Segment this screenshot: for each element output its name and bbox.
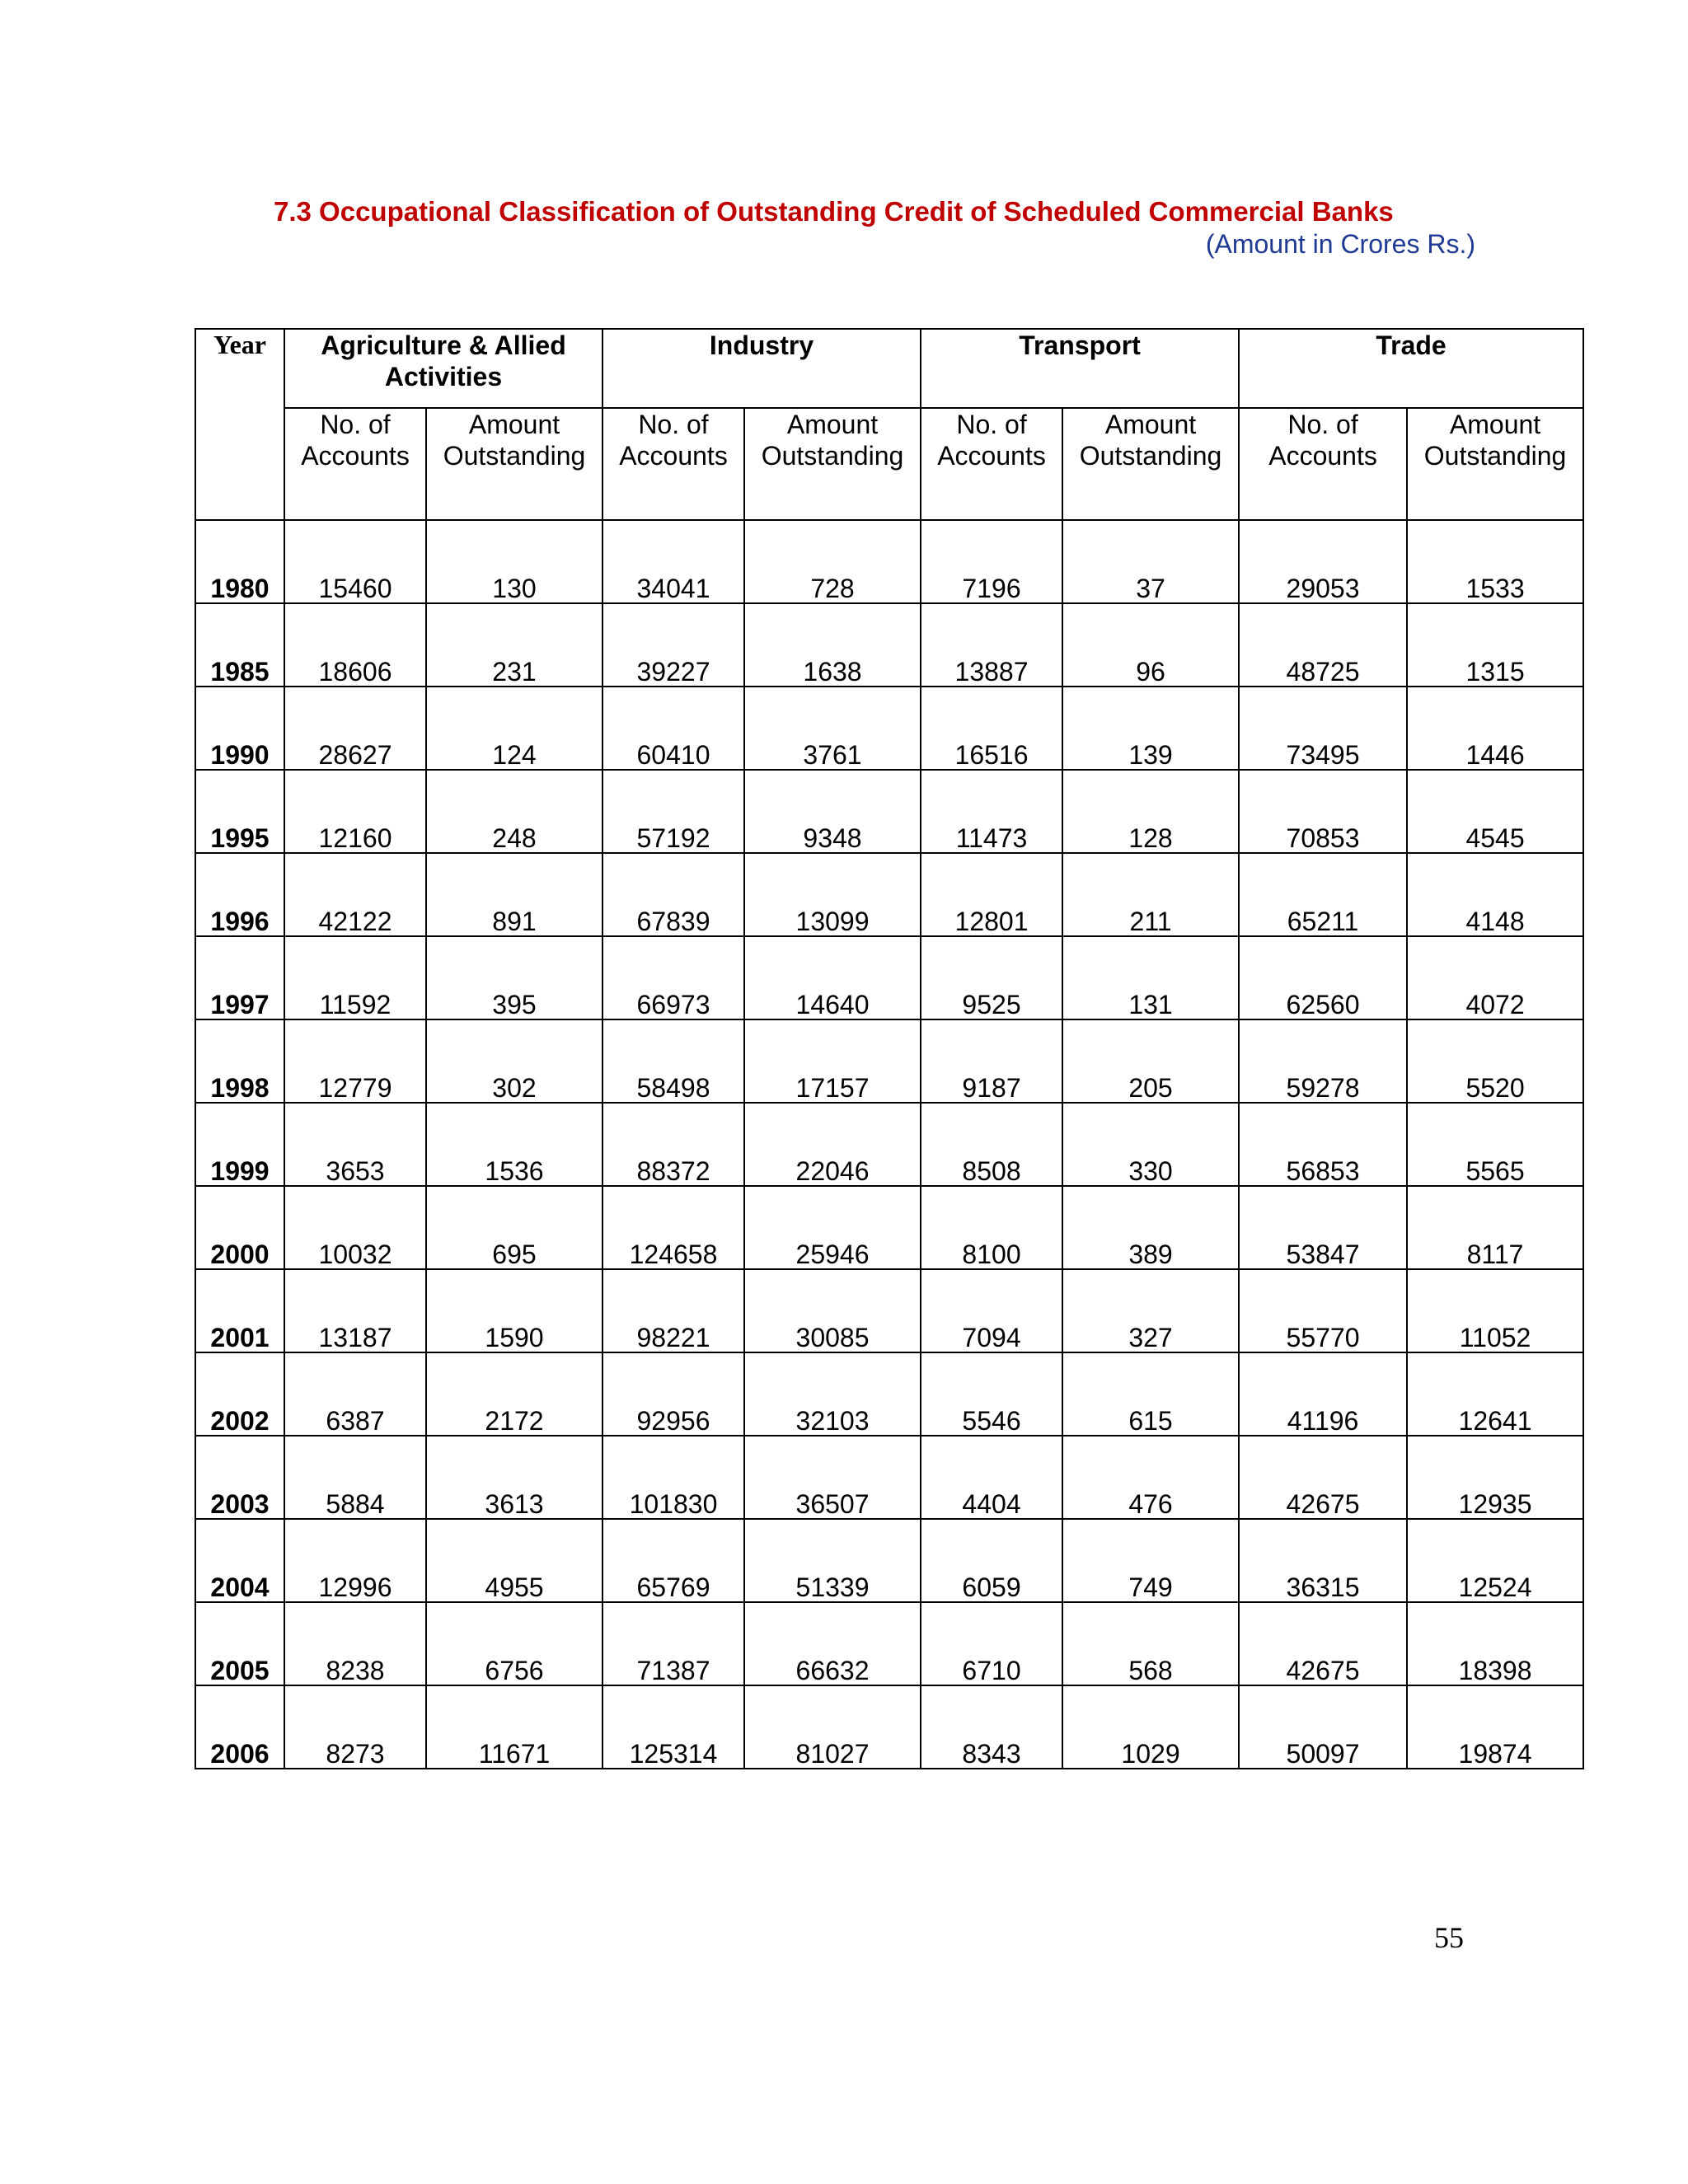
accounts-cell: 6710 (921, 1602, 1062, 1685)
accounts-cell: 12779 (284, 1019, 426, 1103)
year-cell: 2006 (195, 1685, 284, 1769)
table-row (195, 520, 1583, 603)
amount-cell: 695 (426, 1186, 603, 1269)
accounts-cell: 8343 (921, 1685, 1062, 1769)
table-row (195, 1019, 1583, 1103)
accounts-cell: 9525 (921, 936, 1062, 1019)
accounts-cell: 56853 (1239, 1103, 1407, 1186)
accounts-cell: 66973 (603, 936, 744, 1019)
table-row (195, 1103, 1583, 1186)
accounts-cell: 8100 (921, 1186, 1062, 1269)
amount-cell: 1446 (1407, 687, 1583, 770)
accounts-cell: 42675 (1239, 1602, 1407, 1685)
amount-cell: 231 (426, 603, 603, 687)
amount-cell: 4955 (426, 1519, 603, 1602)
accounts-cell: 57192 (603, 770, 744, 853)
year-cell: 2000 (195, 1186, 284, 1269)
amount-cell: 30085 (744, 1269, 921, 1352)
amount-cell: 37 (1062, 520, 1239, 603)
sub-header-amount: Amount Outstanding (1062, 408, 1239, 520)
table-row (195, 853, 1583, 936)
sub-header-accounts: No. of Accounts (1239, 408, 1407, 520)
page-number: 55 (1434, 1921, 1464, 1954)
accounts-cell: 11592 (284, 936, 426, 1019)
accounts-cell: 9187 (921, 1019, 1062, 1103)
amount-cell: 11052 (1407, 1269, 1583, 1352)
amount-cell: 891 (426, 853, 603, 936)
year-cell: 1996 (195, 853, 284, 936)
accounts-cell: 70853 (1239, 770, 1407, 853)
accounts-cell: 12996 (284, 1519, 426, 1602)
table-body (195, 520, 1583, 1769)
amount-cell: 14640 (744, 936, 921, 1019)
amount-cell: 1536 (426, 1103, 603, 1186)
amount-cell: 139 (1062, 687, 1239, 770)
accounts-cell: 3653 (284, 1103, 426, 1186)
amount-unit-note: (Amount in Crores Rs.) (1205, 229, 1475, 259)
accounts-cell: 8508 (921, 1103, 1062, 1186)
accounts-cell: 8273 (284, 1685, 426, 1769)
amount-cell: 302 (426, 1019, 603, 1103)
amount-cell: 96 (1062, 603, 1239, 687)
table-row (195, 770, 1583, 853)
credit-classification-table (195, 328, 1584, 1769)
amount-cell: 2172 (426, 1352, 603, 1436)
amount-cell: 11671 (426, 1685, 603, 1769)
accounts-cell: 7094 (921, 1269, 1062, 1352)
table-row (195, 1685, 1583, 1769)
accounts-cell: 12160 (284, 770, 426, 853)
sub-header-accounts: No. of Accounts (284, 408, 426, 520)
amount-cell: 4148 (1407, 853, 1583, 936)
amount-cell: 12935 (1407, 1436, 1583, 1519)
table-row (195, 1519, 1583, 1602)
amount-cell: 211 (1062, 853, 1239, 936)
accounts-cell: 73495 (1239, 687, 1407, 770)
amount-cell: 615 (1062, 1352, 1239, 1436)
year-cell: 1985 (195, 603, 284, 687)
amount-cell: 749 (1062, 1519, 1239, 1602)
accounts-cell: 92956 (603, 1352, 744, 1436)
year-cell: 2003 (195, 1436, 284, 1519)
accounts-cell: 18606 (284, 603, 426, 687)
accounts-cell: 62560 (1239, 936, 1407, 1019)
amount-cell: 9348 (744, 770, 921, 853)
sub-header-amount: Amount Outstanding (426, 408, 603, 520)
accounts-cell: 41196 (1239, 1352, 1407, 1436)
amount-cell: 1590 (426, 1269, 603, 1352)
amount-cell: 330 (1062, 1103, 1239, 1186)
table-row (195, 687, 1583, 770)
year-cell: 2005 (195, 1602, 284, 1685)
accounts-cell: 13887 (921, 603, 1062, 687)
amount-cell: 476 (1062, 1436, 1239, 1519)
sub-header-accounts: No. of Accounts (603, 408, 744, 520)
accounts-cell: 88372 (603, 1103, 744, 1186)
accounts-cell: 10032 (284, 1186, 426, 1269)
accounts-cell: 8238 (284, 1602, 426, 1685)
sub-header-amount: Amount Outstanding (744, 408, 921, 520)
amount-cell: 205 (1062, 1019, 1239, 1103)
table-row (195, 936, 1583, 1019)
accounts-cell: 16516 (921, 687, 1062, 770)
accounts-cell: 42675 (1239, 1436, 1407, 1519)
accounts-cell: 53847 (1239, 1186, 1407, 1269)
accounts-cell: 39227 (603, 603, 744, 687)
group-header-trade: Trade (1239, 329, 1583, 408)
document-title: 7.3 Occupational Classification of Outstanding Credit of Scheduled Commercial Banks (274, 196, 1394, 227)
table-row (195, 603, 1583, 687)
accounts-cell: 36315 (1239, 1519, 1407, 1602)
amount-cell: 327 (1062, 1269, 1239, 1352)
accounts-cell: 7196 (921, 520, 1062, 603)
amount-cell: 32103 (744, 1352, 921, 1436)
amount-cell: 22046 (744, 1103, 921, 1186)
amount-cell: 66632 (744, 1602, 921, 1685)
accounts-cell: 29053 (1239, 520, 1407, 603)
accounts-cell: 6387 (284, 1352, 426, 1436)
year-cell: 1990 (195, 687, 284, 770)
accounts-cell: 67839 (603, 853, 744, 936)
amount-cell: 12524 (1407, 1519, 1583, 1602)
amount-cell: 131 (1062, 936, 1239, 1019)
amount-cell: 5520 (1407, 1019, 1583, 1103)
amount-cell: 13099 (744, 853, 921, 936)
sub-header-amount: Amount Outstanding (1407, 408, 1583, 520)
accounts-cell: 34041 (603, 520, 744, 603)
accounts-cell: 55770 (1239, 1269, 1407, 1352)
amount-cell: 6756 (426, 1602, 603, 1685)
amount-cell: 248 (426, 770, 603, 853)
amount-cell: 1533 (1407, 520, 1583, 603)
amount-cell: 51339 (744, 1519, 921, 1602)
amount-cell: 36507 (744, 1436, 921, 1519)
table-row (195, 1186, 1583, 1269)
accounts-cell: 42122 (284, 853, 426, 936)
amount-cell: 3613 (426, 1436, 603, 1519)
accounts-cell: 5884 (284, 1436, 426, 1519)
accounts-cell: 125314 (603, 1685, 744, 1769)
amount-cell: 4545 (1407, 770, 1583, 853)
group-header-transport: Transport (921, 329, 1239, 408)
amount-cell: 19874 (1407, 1685, 1583, 1769)
year-cell: 1980 (195, 520, 284, 603)
sub-header-row (195, 408, 1583, 520)
accounts-cell: 4404 (921, 1436, 1062, 1519)
accounts-cell: 65211 (1239, 853, 1407, 936)
amount-cell: 4072 (1407, 936, 1583, 1019)
amount-cell: 1029 (1062, 1685, 1239, 1769)
accounts-cell: 65769 (603, 1519, 744, 1602)
accounts-cell: 28627 (284, 687, 426, 770)
accounts-cell: 124658 (603, 1186, 744, 1269)
group-header-row (195, 329, 1583, 408)
accounts-cell: 11473 (921, 770, 1062, 853)
amount-cell: 3761 (744, 687, 921, 770)
amount-cell: 1315 (1407, 603, 1583, 687)
amount-cell: 1638 (744, 603, 921, 687)
accounts-cell: 6059 (921, 1519, 1062, 1602)
accounts-cell: 71387 (603, 1602, 744, 1685)
amount-cell: 25946 (744, 1186, 921, 1269)
accounts-cell: 60410 (603, 687, 744, 770)
amount-cell: 395 (426, 936, 603, 1019)
year-cell: 1995 (195, 770, 284, 853)
year-cell: 2002 (195, 1352, 284, 1436)
year-cell: 1998 (195, 1019, 284, 1103)
accounts-cell: 98221 (603, 1269, 744, 1352)
amount-cell: 128 (1062, 770, 1239, 853)
amount-cell: 8117 (1407, 1186, 1583, 1269)
amount-cell: 18398 (1407, 1602, 1583, 1685)
sub-header-accounts: No. of Accounts (921, 408, 1062, 520)
accounts-cell: 5546 (921, 1352, 1062, 1436)
table-row (195, 1436, 1583, 1519)
amount-cell: 130 (426, 520, 603, 603)
table-row (195, 1269, 1583, 1352)
accounts-cell: 13187 (284, 1269, 426, 1352)
accounts-cell: 58498 (603, 1019, 744, 1103)
amount-cell: 17157 (744, 1019, 921, 1103)
accounts-cell: 50097 (1239, 1685, 1407, 1769)
year-column-header: Year (195, 329, 284, 520)
amount-cell: 12641 (1407, 1352, 1583, 1436)
group-header-industry: Industry (603, 329, 921, 408)
accounts-cell: 12801 (921, 853, 1062, 936)
year-cell: 1999 (195, 1103, 284, 1186)
year-cell: 1997 (195, 936, 284, 1019)
amount-cell: 728 (744, 520, 921, 603)
accounts-cell: 101830 (603, 1436, 744, 1519)
accounts-cell: 59278 (1239, 1019, 1407, 1103)
table-row (195, 1352, 1583, 1436)
accounts-cell: 48725 (1239, 603, 1407, 687)
amount-cell: 124 (426, 687, 603, 770)
table-row (195, 1602, 1583, 1685)
amount-cell: 389 (1062, 1186, 1239, 1269)
amount-cell: 81027 (744, 1685, 921, 1769)
group-header-agriculture: Agriculture & Allied Activities (284, 329, 603, 408)
amount-cell: 5565 (1407, 1103, 1583, 1186)
amount-cell: 568 (1062, 1602, 1239, 1685)
accounts-cell: 15460 (284, 520, 426, 603)
year-cell: 2004 (195, 1519, 284, 1602)
year-cell: 2001 (195, 1269, 284, 1352)
